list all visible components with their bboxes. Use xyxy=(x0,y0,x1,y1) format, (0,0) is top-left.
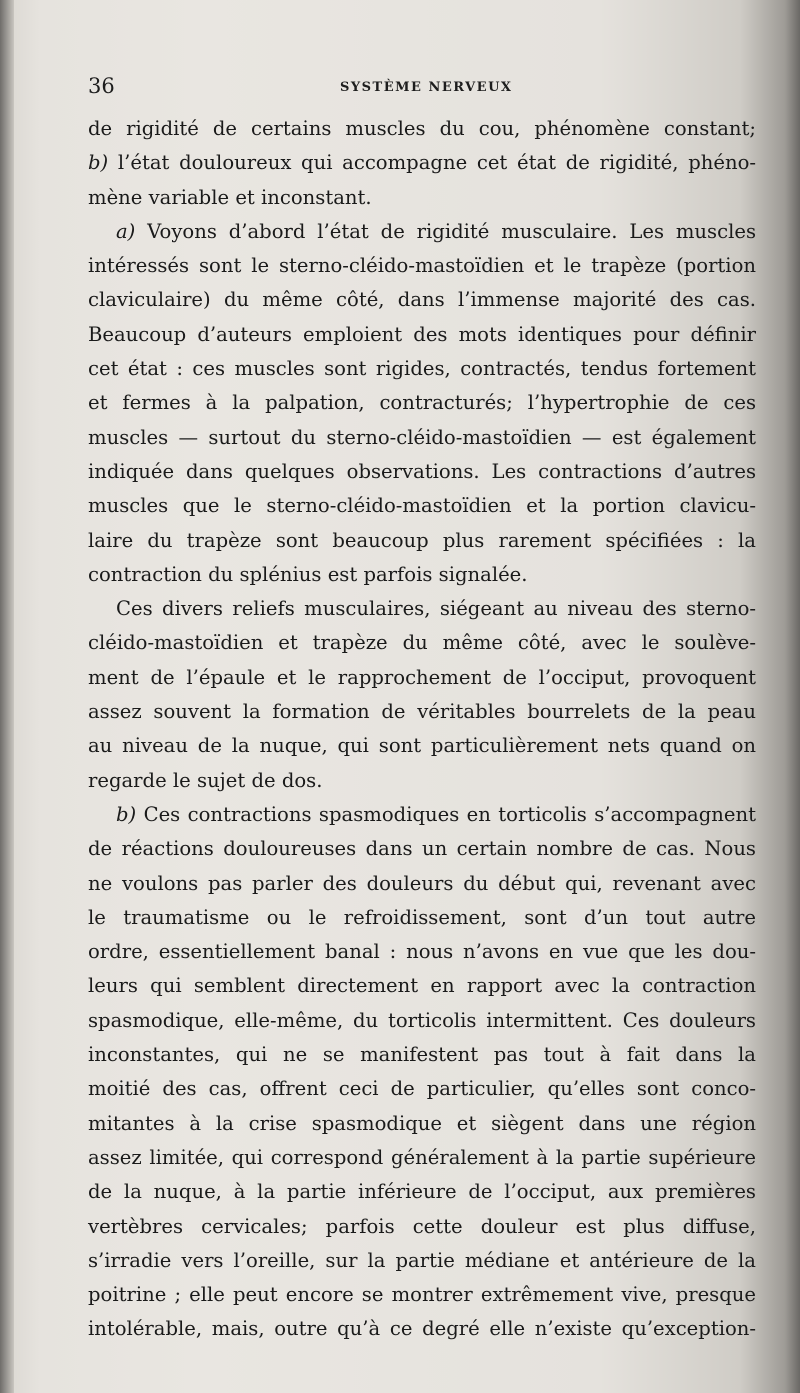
text-line xyxy=(88,935,756,969)
text-line xyxy=(88,661,756,695)
text-line xyxy=(88,867,756,901)
line-text: intolérable, mais, outre qu’à ce degré elle n’existe qu’exception- xyxy=(88,1317,756,1341)
text-line xyxy=(88,592,756,626)
list-marker: b) xyxy=(88,151,109,175)
line-text: Ces contractions spasmodiques en torticolis s’accompagnent xyxy=(136,802,756,826)
line-text: de la nuque, à la partie inférieure de l’occiput, aux premières xyxy=(88,1180,756,1204)
line-text: muscles — surtout du sterno-cléido-mastoïdien — est également xyxy=(88,425,756,449)
text-line xyxy=(88,969,756,1003)
text-line xyxy=(88,1312,756,1346)
text-line xyxy=(88,455,756,489)
line-text: et fermes à la palpation, contracturés; l’hypertrophie de ces xyxy=(88,391,756,415)
text-line xyxy=(88,112,756,146)
text-line xyxy=(88,901,756,935)
text-line xyxy=(88,1038,756,1072)
line-text: leurs qui semblent directement en rapport avec la contraction xyxy=(88,974,756,998)
page-number: 36 xyxy=(88,74,115,98)
text-line xyxy=(88,798,756,832)
text-line xyxy=(88,1278,756,1312)
line-text: mène variable et inconstant. xyxy=(88,185,372,209)
text-line xyxy=(88,1004,756,1038)
text-line xyxy=(88,1175,756,1209)
text-line xyxy=(88,832,756,866)
line-text: assez souvent la formation de véritables bourrelets de la peau xyxy=(88,700,756,724)
line-text: muscles que le sterno-cléido-mastoïdien et la portion clavicu- xyxy=(88,494,756,518)
line-text: claviculaire) du même côté, dans l’immense majorité des cas. xyxy=(88,288,756,312)
line-text: inconstantes, qui ne se manifestent pas tout à fait dans la xyxy=(88,1043,756,1067)
running-head xyxy=(0,72,800,102)
text-line xyxy=(88,318,756,352)
text-line xyxy=(88,1210,756,1244)
text-line xyxy=(88,352,756,386)
line-text: laire du trapèze sont beaucoup plus rarement spécifiées : la xyxy=(88,528,756,552)
line-text: intéressés sont le sterno-cléido-mastoïdien et le trapèze (portion xyxy=(88,254,756,278)
line-text: Beaucoup d’auteurs emploient des mots identiques pour définir xyxy=(88,322,756,346)
text-line xyxy=(88,421,756,455)
text-line xyxy=(88,1244,756,1278)
line-text: assez limitée, qui correspond généralement à la partie supérieure xyxy=(88,1145,756,1169)
line-text: poitrine ; elle peut encore se montrer extrêmement vive, presque xyxy=(88,1283,756,1307)
line-text: ment de l’épaule et le rapprochement de l’occiput, provoquent xyxy=(88,665,756,689)
line-text: le traumatisme ou le refroidissement, sont d’un tout autre xyxy=(88,905,756,929)
line-text: de réactions douloureuses dans un certain nombre de cas. Nous xyxy=(88,837,756,861)
line-text: Voyons d’abord l’état de rigidité musculaire. Les muscles xyxy=(135,219,756,243)
text-line xyxy=(88,215,756,249)
text-line xyxy=(88,524,756,558)
text-line xyxy=(88,146,756,180)
line-text: ne voulons pas parler des douleurs du début qui, revenant avec xyxy=(88,871,756,895)
line-text: cléido-mastoïdien et trapèze du même côté, avec le soulève- xyxy=(88,631,756,655)
line-text: mitantes à la crise spasmodique et siègent dans une région xyxy=(88,1111,756,1135)
line-text: au niveau de la nuque, qui sont particulièrement nets quand on xyxy=(88,734,756,758)
line-text: cet état : ces muscles sont rigides, contractés, tendus fortement xyxy=(88,357,756,381)
line-text: contraction du splénius est parfois signalée. xyxy=(88,562,528,586)
text-line xyxy=(88,695,756,729)
text-line xyxy=(88,249,756,283)
line-text: moitié des cas, offrent ceci de particulier, qu’elles sont conco- xyxy=(88,1077,756,1101)
text-line xyxy=(88,764,756,798)
text-line xyxy=(88,558,756,592)
line-text: Ces divers reliefs musculaires, siégeant au niveau des sterno- xyxy=(116,597,756,621)
text-line xyxy=(88,489,756,523)
text-line xyxy=(88,729,756,763)
text-line xyxy=(88,283,756,317)
line-text: regarde le sujet de dos. xyxy=(88,768,323,792)
line-text: spasmodique, elle-même, du torticolis intermittent. Ces douleurs xyxy=(88,1008,756,1032)
line-text: vertèbres cervicales; parfois cette douleur est plus diffuse, xyxy=(88,1214,756,1238)
list-marker: a) xyxy=(116,219,136,243)
body-text xyxy=(88,112,756,1347)
text-line xyxy=(88,626,756,660)
list-marker: b) xyxy=(116,802,137,826)
line-text: ordre, essentiellement banal : nous n’avons en vue que les dou- xyxy=(88,940,756,964)
text-line xyxy=(88,1107,756,1141)
running-title: SYSTÈME NERVEUX xyxy=(340,80,513,95)
line-text: de rigidité de certains muscles du cou, phénomène constant; xyxy=(88,117,756,140)
text-line xyxy=(88,1141,756,1175)
line-text: l’état douloureux qui accompagne cet état de rigidité, phéno- xyxy=(108,151,756,175)
text-line xyxy=(88,181,756,215)
line-text: s’irradie vers l’oreille, sur la partie médiane et antérieure de la xyxy=(88,1248,756,1272)
line-text: indiquée dans quelques observations. Les contractions d’autres xyxy=(88,459,756,483)
text-line xyxy=(88,386,756,420)
text-line xyxy=(88,1072,756,1106)
